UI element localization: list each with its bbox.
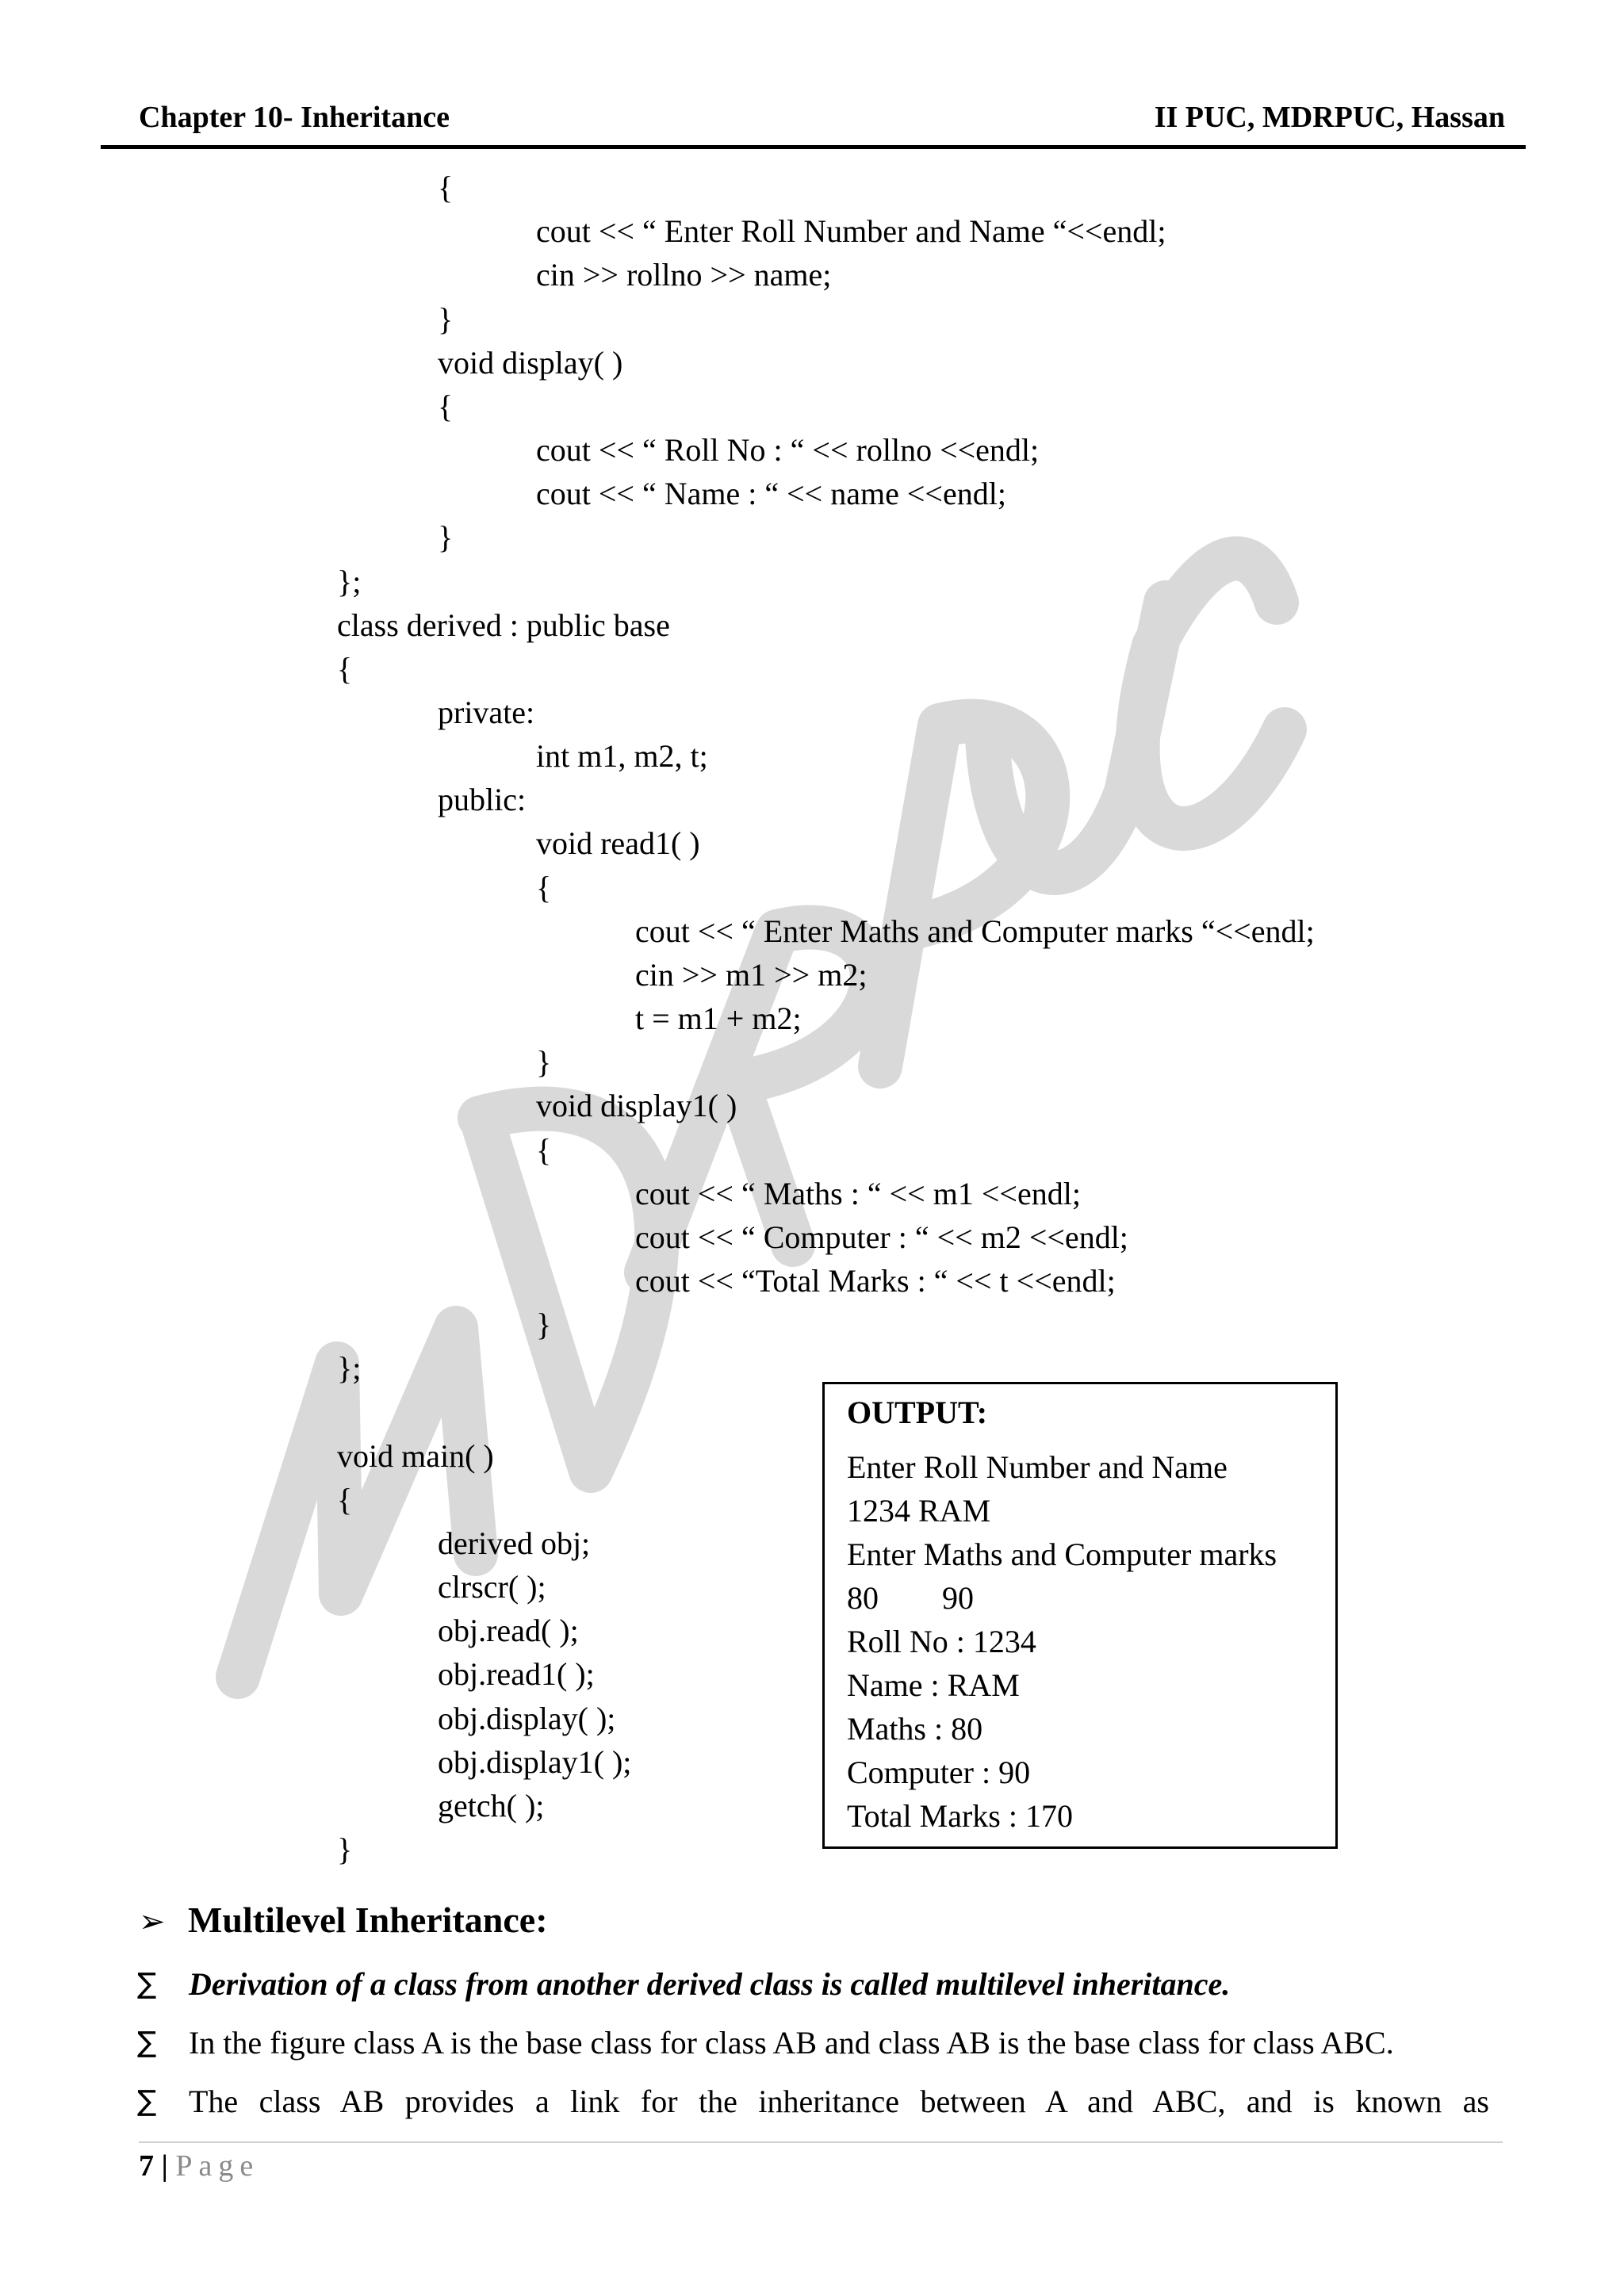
code-line: cout << “ Maths : “ << m1 <<endl; [635, 1176, 1081, 1211]
bullet-text: In the figure class A is the base class for class AB and class AB is the base class for class ABC. [189, 2025, 1394, 2061]
code-line: derived obj; [438, 1525, 591, 1561]
sigma-bullet-icon: ∑ [137, 2026, 157, 2059]
watermark-letter-u [987, 603, 1166, 873]
code-line: void read1( ) [536, 825, 700, 861]
output-box [822, 1382, 1338, 1849]
watermark-letter-d [480, 1109, 657, 1471]
definition-text: Derivation of a class from another derived class is called multilevel inheritance. [189, 1966, 1231, 2002]
code-line: { [337, 1482, 353, 1517]
code-line: clrscr( ); [438, 1569, 546, 1605]
section-heading-text: Multilevel Inheritance: [188, 1900, 548, 1940]
code-line: obj.display1( ); [438, 1744, 632, 1780]
code-line: private: [438, 695, 535, 730]
code-line: { [536, 870, 552, 905]
page-label: Page [175, 2149, 260, 2183]
footer-separator: | [161, 2149, 168, 2183]
output-title: OUTPUT: [847, 1395, 988, 1430]
output-line: Maths : 80 [847, 1711, 983, 1747]
output-line: Total Marks : 170 [847, 1798, 1073, 1834]
output-line: Enter Maths and Computer marks [847, 1536, 1277, 1572]
header-institution: II PUC, MDRPUC, Hassan [1154, 101, 1505, 134]
code-line: cout << “Total Marks : “ << t <<endl; [635, 1263, 1116, 1299]
code-line: getch( ); [438, 1788, 545, 1823]
sigma-bullet-icon: ∑ [137, 1968, 157, 2000]
code-line: { [536, 1132, 552, 1168]
code-line: cout << “ Roll No : “ << rollno <<endl; [536, 432, 1040, 468]
code-line: class derived : public base [337, 607, 670, 643]
footer-rule [139, 2141, 1503, 2143]
sigma-bullet-icon: ∑ [137, 2085, 157, 2118]
page-number: 7 [139, 2149, 154, 2183]
bullet-text: The class AB provides a link for the inheritance between A and ABC, and is known as [189, 2084, 1489, 2119]
section-heading [139, 1898, 548, 1944]
code-line: }; [337, 564, 362, 599]
code-line: int m1, m2, t; [536, 738, 708, 774]
code-line: }; [337, 1350, 362, 1386]
code-line: public: [438, 782, 527, 817]
watermark-letter-c [1138, 558, 1285, 828]
code-line: cout << “ Enter Roll Number and Name “<<endl; [536, 213, 1166, 249]
header-rule [101, 145, 1526, 149]
output-line: Computer : 90 [847, 1755, 1031, 1790]
output-line: 80 90 [847, 1580, 974, 1616]
code-line: } [438, 301, 454, 337]
output-line: Enter Roll Number and Name [847, 1449, 1228, 1485]
code-line: { [438, 388, 454, 424]
code-line: cout << “ Computer : “ << m2 <<endl; [635, 1219, 1128, 1255]
code-line: void display( ) [438, 345, 623, 381]
code-line: cout << “ Name : “ << name <<endl; [536, 476, 1006, 511]
code-line: cin >> rollno >> name; [536, 257, 832, 293]
code-line: { [438, 170, 454, 205]
code-line: t = m1 + m2; [635, 1001, 802, 1036]
code-line: void display1( ) [536, 1088, 737, 1123]
output-line: 1234 RAM [847, 1493, 991, 1529]
code-line: obj.read1( ); [438, 1656, 595, 1692]
code-line: cout << “ Enter Maths and Computer marks “<<endl; [635, 913, 1315, 949]
output-line: Roll No : 1234 [847, 1624, 1036, 1659]
code-line: } [438, 519, 454, 555]
output-line: Name : RAM [847, 1667, 1020, 1703]
code-line: } [536, 1307, 552, 1342]
page-footer [139, 2147, 259, 2185]
code-line: { [337, 651, 353, 687]
code-line: cin >> m1 >> m2; [635, 957, 868, 993]
code-line: obj.read( ); [438, 1613, 579, 1648]
code-line: } [536, 1044, 552, 1080]
arrow-bullet-icon: ➢ [139, 1904, 166, 1940]
code-line: obj.display( ); [438, 1701, 616, 1736]
watermark-letter-p [880, 721, 1048, 1066]
header-chapter-title: Chapter 10- Inheritance [139, 101, 450, 134]
code-line: void main( ) [337, 1438, 494, 1474]
code-line: } [337, 1831, 353, 1867]
